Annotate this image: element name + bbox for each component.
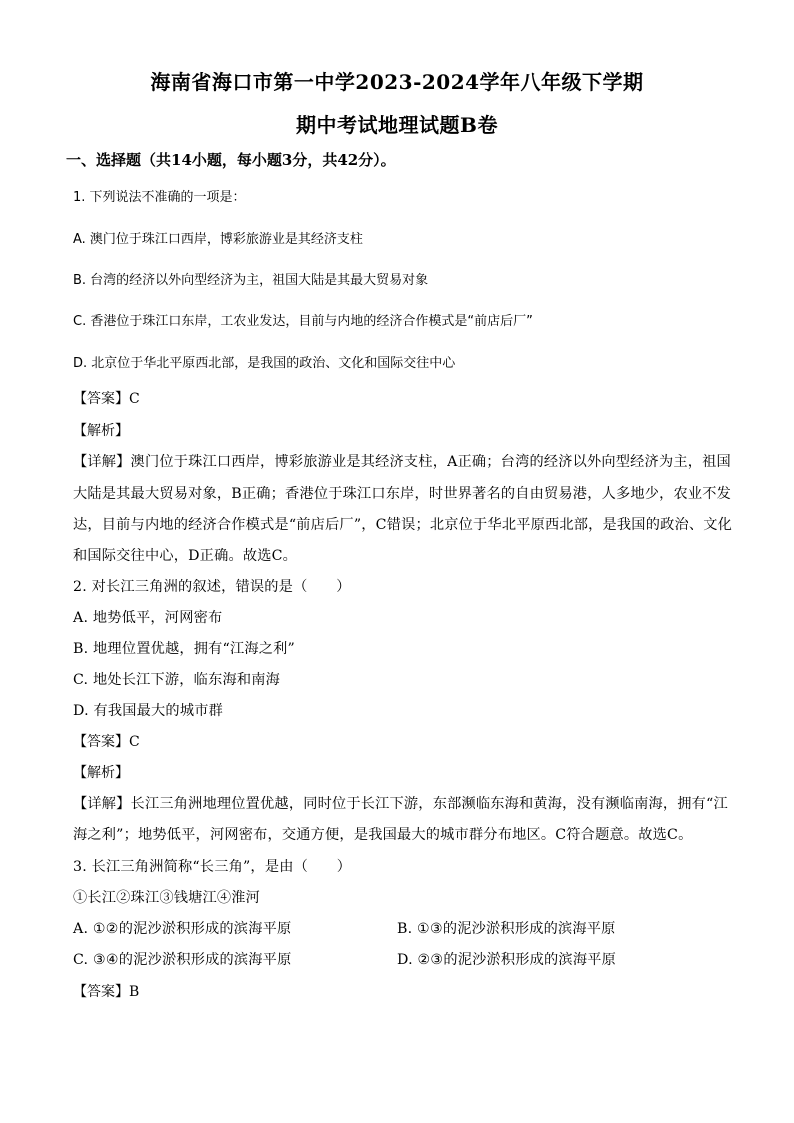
q2-answer: 【答案】C — [73, 734, 140, 750]
q2-option-d: D. 有我国最大的城市群 — [73, 703, 223, 719]
q1-answer: 【答案】C — [73, 391, 140, 407]
q3-answer: 【答案】B — [73, 984, 140, 1000]
q2-option-c: C. 地处长江下游，临东海和南海 — [73, 672, 281, 688]
q1-detail-line-2: 大陆是其最大贸易对象，B正确；香港位于珠江口东岸，时世界著名的自由贸易港，人多地少，农业不发 — [73, 486, 732, 502]
q3-option-d: D. ②③的泥沙淤积形成的滨海平原 — [397, 952, 616, 968]
q2-option-a: A. 地势低平，河网密布 — [73, 610, 223, 626]
q1-detail-line-1: 【详解】澳门位于珠江口西岸，博彩旅游业是其经济支柱，A正确；台湾的经济以外向型经济为主，祖国 — [73, 454, 731, 470]
q2-detail-line-2: 海之利”；地势低平，河网密布，交通方便，是我国最大的城市群分布地区。C符合题意。故选C。 — [73, 827, 693, 843]
q1-option-d: D. 北京位于华北平原西北部，是我国的政治、文化和国际交往中心 — [73, 356, 456, 371]
q2-detail-line-1: 【详解】长江三角洲地理位置优越，同时位于长江下游，东部濒临东海和黄海，没有濒临南海，拥有“江 — [73, 796, 728, 812]
q2-stem: 2. 对长江三角洲的叙述，错误的是（ ） — [73, 579, 351, 595]
q3-items: ①长江②珠江③钱塘江④淮河 — [73, 890, 261, 906]
q3-stem: 3. 长江三角洲简称“长三角”，是由（ ） — [73, 859, 352, 875]
q1-stem: 1. 下列说法不准确的一项是： — [73, 190, 246, 205]
q1-analysis-label: 【解析】 — [73, 423, 129, 439]
q3-option-a: A. ①②的泥沙淤积形成的滨海平原 — [73, 921, 292, 937]
q1-option-b: B. 台湾的经济以外向型经济为主，祖国大陆是其最大贸易对象 — [73, 273, 429, 288]
section-heading: 一、选择题（共14小题，每小题3分，共42分）。 — [66, 151, 396, 169]
q1-option-c: C. 香港位于珠江口东岸，工农业发达，目前与内地的经济合作模式是“前店后厂” — [73, 314, 533, 329]
document-title-line-1: 海南省海口市第一中学2023-2024学年八年级下学期 — [150, 70, 644, 94]
q3-option-b: B. ①③的泥沙淤积形成的滨海平原 — [397, 921, 616, 937]
q1-detail-line-3: 达，目前与内地的经济合作模式是“前店后厂”，C错误；北京位于华北平原西北部，是我国的政治、文化 — [73, 517, 733, 533]
q1-detail-line-4: 和国际交往中心，D正确。故选C。 — [73, 548, 298, 564]
q1-option-a: A. 澳门位于珠江口西岸，博彩旅游业是其经济支柱 — [73, 232, 363, 247]
document-title-line-2: 期中考试地理试题B卷 — [296, 113, 498, 137]
q2-option-b: B. 地理位置优越，拥有“江海之利” — [73, 641, 295, 657]
q3-option-c: C. ③④的泥沙淤积形成的滨海平原 — [73, 952, 292, 968]
q2-analysis-label: 【解析】 — [73, 765, 129, 781]
